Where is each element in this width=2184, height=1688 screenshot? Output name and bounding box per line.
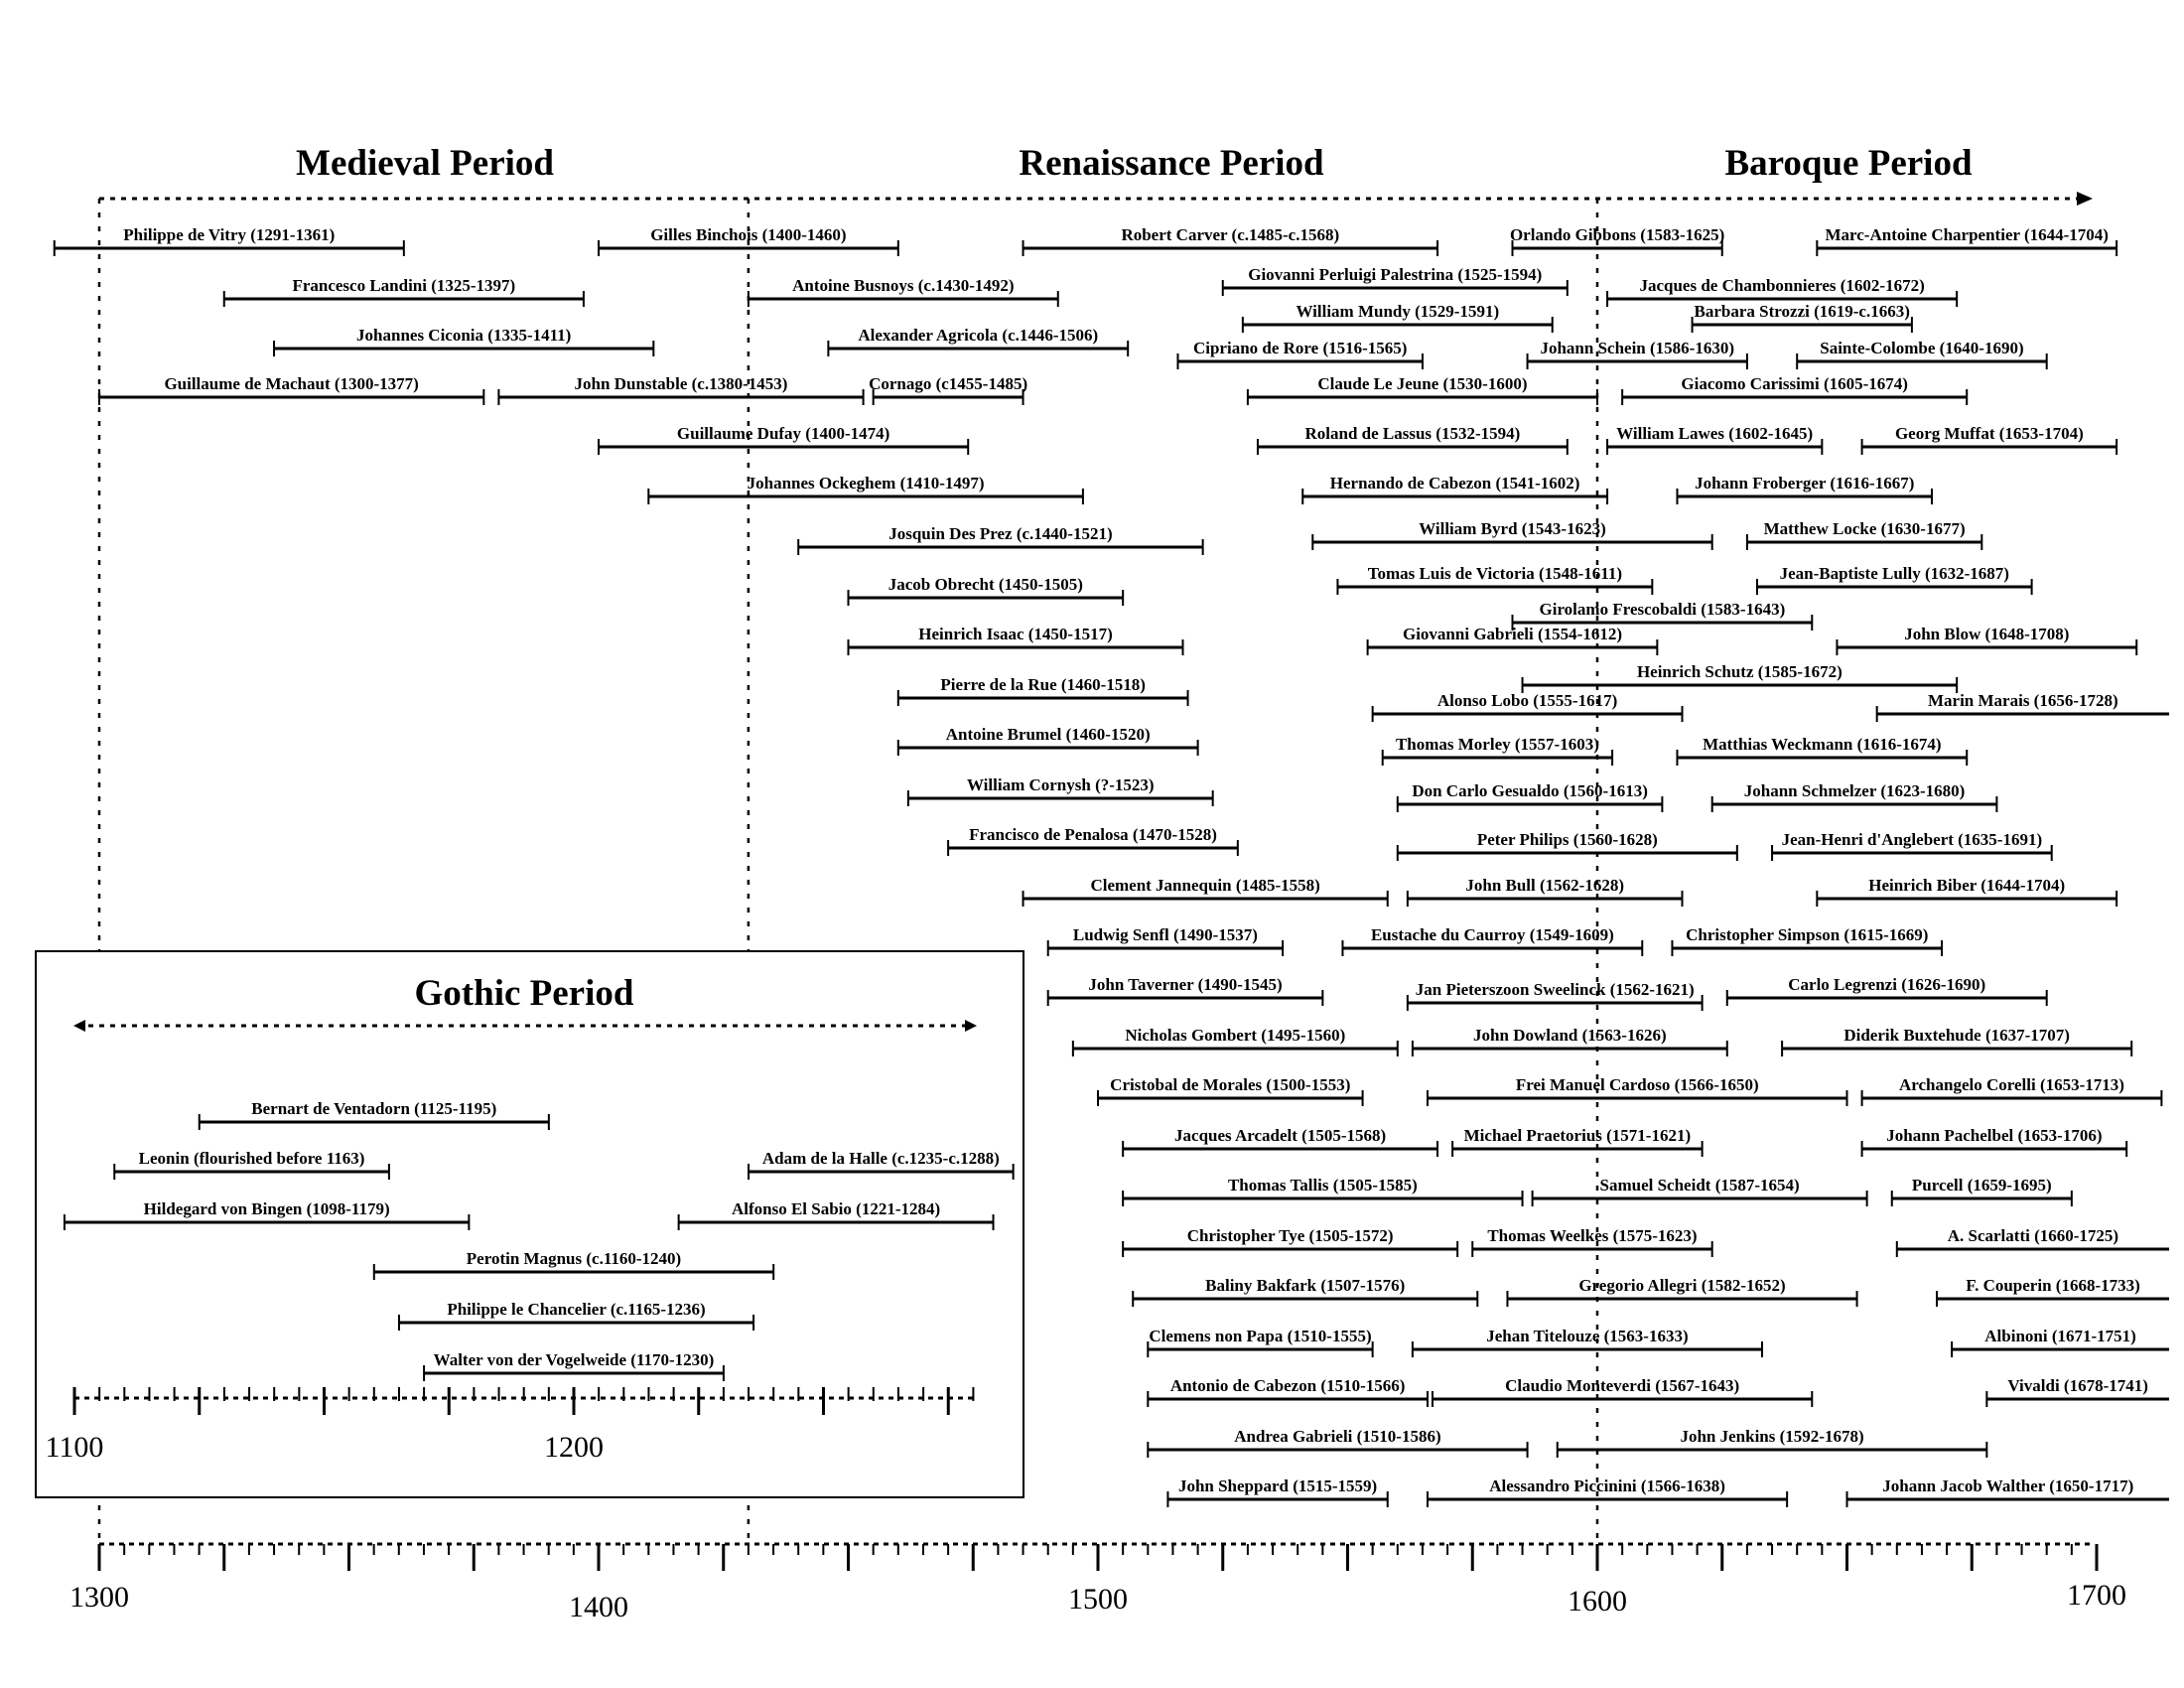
composer-label: Christopher Simpson (1615-1669) [1686, 925, 1929, 944]
composer-label: Barbara Strozzi (1619-c.1663) [1694, 302, 1910, 321]
composer-label: Michael Praetorius (1571-1621) [1463, 1126, 1692, 1145]
composer-label: Heinrich Isaac (1450-1517) [918, 625, 1113, 643]
main-axis-labels [69, 1579, 2126, 1623]
composer-label: Thomas Tallis (1505-1585) [1227, 1176, 1418, 1195]
composer-label: Claudio Monteverdi (1567-1643) [1505, 1376, 1740, 1395]
composer-bar [1672, 925, 1942, 956]
gothic-composer-label: Leonin (flourished before 1163) [138, 1149, 365, 1168]
composer-bar [1622, 374, 1967, 405]
composer-bar [1712, 781, 1997, 812]
composer-bar [1243, 302, 1553, 333]
composer-label: Jan Pieterszoon Sweelinck (1562-1621) [1415, 980, 1695, 999]
composer-bar [1413, 1327, 1762, 1357]
composer-bar [1727, 975, 2047, 1006]
composer-bar [1986, 1376, 2169, 1407]
gothic-composer-label: Hildegard von Bingen (1098-1179) [143, 1199, 390, 1218]
composer-label: John Taverner (1490-1545) [1088, 975, 1283, 994]
composer-label: Roland de Lassus (1532-1594) [1304, 424, 1521, 443]
composer-bar [1677, 474, 1932, 504]
composer-label: Giovanni Gabrieli (1554-1612) [1402, 625, 1622, 643]
main-axis-tick-label: 1300 [69, 1581, 129, 1614]
composer-label: Thomas Morley (1557-1603) [1395, 735, 1599, 754]
composer-label: Gregorio Allegri (1582-1652) [1578, 1276, 1786, 1295]
gothic-inset-box [36, 951, 1024, 1497]
composer-bar [1123, 1176, 1522, 1206]
composer-bar [1148, 1376, 1428, 1407]
composer-label: Johann Schmelzer (1623-1680) [1743, 781, 1966, 800]
composer-bar [1428, 1477, 1787, 1507]
composer-label: Antonio de Cabezon (1510-1566) [1169, 1376, 1406, 1395]
main-axis-tick-label: 1400 [569, 1591, 628, 1623]
composer-bar [1373, 691, 1683, 722]
composer-bar [599, 225, 898, 256]
composer-label: Francisco de Penalosa (1470-1528) [969, 825, 1217, 844]
composer-bar [1937, 1276, 2169, 1307]
composer-label: Georg Muffat (1653-1704) [1894, 424, 2084, 443]
composer-label: Heinrich Schutz (1585-1672) [1636, 662, 1843, 681]
composer-label: Diderik Buxtehude (1637-1707) [1843, 1026, 2070, 1045]
composer-bar [1428, 1075, 1847, 1106]
gothic-composer-label: Bernart de Ventadorn (1125-1195) [251, 1099, 497, 1118]
composer-label: Cipriano de Rore (1516-1565) [1192, 339, 1408, 357]
composer-bar [869, 374, 1027, 405]
composer-bar [1782, 1026, 2131, 1056]
composer-label: Purcell (1659-1695) [1911, 1176, 2052, 1195]
composer-label: Tomas Luis de Victoria (1548-1611) [1367, 564, 1623, 583]
composer-label: Archangelo Corelli (1653-1713) [1899, 1075, 2124, 1094]
composer-bar [1408, 980, 1703, 1011]
composer-bar [1772, 830, 2052, 861]
composer-label: Johann Pachelbel (1653-1706) [1886, 1126, 2103, 1145]
composer-label: Alonso Lobo (1555-1617) [1436, 691, 1618, 710]
composer-label: Jean-Henri d'Anglebert (1635-1691) [1781, 830, 2043, 849]
composer-label: William Lawes (1602-1645) [1616, 424, 1814, 443]
composer-bar [1248, 374, 1597, 405]
composer-label: Guillaume de Machaut (1300-1377) [164, 374, 419, 393]
composer-bar [224, 276, 584, 307]
composer-label: Andrea Gabrieli (1510-1586) [1234, 1427, 1441, 1446]
composer-bar [1123, 1126, 1437, 1157]
composer-bar [948, 825, 1238, 856]
composer-label: Marin Marais (1656-1728) [1927, 691, 2118, 710]
renaissance-period-title: Renaissance Period [1019, 143, 1324, 184]
composer-bar [1398, 781, 1663, 812]
composer-label: Robert Carver (c.1485-c.1568) [1121, 225, 1340, 244]
composer-bar [1607, 424, 1822, 455]
composer-bar [1817, 876, 2116, 907]
composer-bar [1413, 1026, 1727, 1056]
composer-bar [1523, 662, 1958, 693]
composer-bar [798, 524, 1202, 555]
composer-label: Thomas Weelkes (1575-1623) [1487, 1226, 1698, 1245]
composer-bar [849, 575, 1124, 606]
composer-bar [1408, 876, 1683, 907]
composer-label: Girolamo Frescobaldi (1583-1643) [1539, 600, 1786, 619]
gothic-composer-label: Walter von der Vogelweide (1170-1230) [433, 1350, 715, 1369]
composer-bar [898, 725, 1198, 756]
composer-label: Hernando de Cabezon (1541-1602) [1329, 474, 1580, 492]
composer-label: Matthew Locke (1630-1677) [1763, 519, 1966, 538]
composer-label: Albinoni (1671-1751) [1984, 1327, 2136, 1345]
composer-bar [1877, 691, 2169, 722]
composer-bar [1528, 339, 1747, 369]
composer-bar [1073, 1026, 1398, 1056]
composer-bar [749, 276, 1058, 307]
composer-bar [1048, 975, 1323, 1006]
composer-bar [1558, 1427, 1987, 1458]
composer-label: Samuel Scheidt (1587-1654) [1599, 1176, 1800, 1195]
composer-bar [849, 625, 1183, 655]
composer-label: Pierre de la Rue (1460-1518) [940, 675, 1146, 694]
composer-label: Claude Le Jeune (1530-1600) [1317, 374, 1528, 393]
composer-bar [1302, 474, 1607, 504]
composer-bar [1747, 519, 1981, 550]
composer-label: John Blow (1648-1708) [1904, 625, 2070, 643]
composer-bar [1817, 225, 2116, 256]
gothic-composer-label: Adam de la Halle (c.1235-c.1288) [761, 1149, 1000, 1168]
composer-label: Frei Manuel Cardoso (1566-1650) [1515, 1075, 1759, 1094]
composer-bar [1258, 424, 1568, 455]
composer-label: William Cornysh (?-1523) [966, 775, 1155, 794]
gothic-period-title: Gothic Period [414, 973, 634, 1014]
composer-bar [1837, 625, 2136, 655]
composer-label: Johannes Ciconia (1335-1411) [356, 326, 572, 345]
composer-bar [1177, 339, 1422, 369]
composer-label: Heinrich Biber (1644-1704) [1868, 876, 2066, 895]
composer-bar [498, 374, 863, 405]
composer-bar [274, 326, 653, 356]
composer-label: John Dowland (1563-1626) [1473, 1026, 1667, 1045]
composer-bar [1433, 1376, 1812, 1407]
main-axis [69, 1544, 2126, 1623]
composer-label: Alessandro Piccinini (1566-1638) [1489, 1477, 1725, 1495]
composer-label: Jehan Titelouze (1563-1633) [1486, 1327, 1689, 1345]
composer-bar [1533, 1176, 1867, 1206]
composer-bar [1337, 564, 1652, 595]
composer-bar [1167, 1477, 1387, 1507]
composer-bar [648, 474, 1083, 504]
composer-label: Johann Jacob Walther (1650-1717) [1882, 1477, 2134, 1495]
composer-bar [1847, 1477, 2170, 1507]
composer-label: Cristobal de Morales (1500-1553) [1110, 1075, 1351, 1094]
composer-label: Antoine Brumel (1460-1520) [945, 725, 1151, 744]
composer-label: Francesco Landini (1325-1397) [292, 276, 516, 295]
composer-label: Jacques Arcadelt (1505-1568) [1174, 1126, 1387, 1145]
composer-label: Cornago (c1455-1485) [869, 374, 1028, 393]
composer-bar [1123, 1226, 1457, 1257]
composer-label: Ludwig Senfl (1490-1537) [1072, 925, 1258, 944]
composer-bar [908, 775, 1213, 806]
composer-label: Nicholas Gombert (1495-1560) [1125, 1026, 1346, 1045]
composer-label: Johann Froberger (1616-1667) [1695, 474, 1915, 492]
composer-bar [898, 675, 1188, 706]
composer-label: Jacques de Chambonnieres (1602-1672) [1639, 276, 1925, 295]
composer-bar [1892, 1176, 2072, 1206]
composer-label: Gilles Binchois (1400-1460) [650, 225, 847, 244]
main-axis-tick-label: 1600 [1568, 1585, 1627, 1618]
composer-label: Josquin Des Prez (c.1440-1521) [888, 524, 1113, 543]
composer-label: Orlando Gibbons (1583-1625) [1509, 225, 1725, 244]
composer-label: Marc-Antoine Charpentier (1644-1704) [1825, 225, 2109, 244]
composer-label: John Dunstable (c.1380-1453) [574, 374, 788, 393]
composer-bar [1312, 519, 1711, 550]
composer-bar [1507, 1276, 1856, 1307]
composer-label: Matthias Weckmann (1616-1674) [1703, 735, 1942, 754]
composer-label: Johann Schein (1586-1630) [1540, 339, 1735, 357]
composer-bar [599, 424, 968, 455]
medieval-period-title: Medieval Period [296, 143, 554, 184]
composer-bar [1693, 302, 1912, 333]
composer-label: Baliny Bakfark (1507-1576) [1205, 1276, 1406, 1295]
composer-label: Antoine Busnoys (c.1430-1492) [792, 276, 1015, 295]
composer-bar [1133, 1276, 1477, 1307]
composer-label: Sainte-Colombe (1640-1690) [1820, 339, 2024, 357]
main-axis-tick-label: 1700 [2067, 1579, 2126, 1612]
composer-bar [1797, 339, 2047, 369]
composer-bar [1383, 735, 1612, 766]
composer-label: Jacob Obrecht (1450-1505) [887, 575, 1083, 594]
composer-label: Christopher Tye (1505-1572) [1186, 1226, 1394, 1245]
composer-bar [1472, 1226, 1711, 1257]
period-arrowhead [2077, 192, 2093, 206]
composer-label: Giovanni Perluigi Palestrina (1525-1594) [1248, 265, 1543, 284]
composer-label: Peter Philips (1560-1628) [1476, 830, 1658, 849]
composer-bar [1098, 1075, 1363, 1106]
gothic-inset [36, 951, 1024, 1497]
composer-bar [1452, 1126, 1703, 1157]
composer-label: Alexander Agricola (c.1446-1506) [858, 326, 1099, 345]
composer-label: Carlo Legrenzi (1626-1690) [1788, 975, 1986, 994]
composer-label: Philippe de Vitry (1291-1361) [123, 225, 336, 244]
gothic-axis-tick-label: 1100 [45, 1431, 104, 1464]
main-axis-ticks [99, 1544, 2097, 1571]
composer-label: Jean-Baptiste Lully (1632-1687) [1779, 564, 2009, 583]
composer-label: Johannes Ockeghem (1410-1497) [747, 474, 985, 492]
composer-label: Clement Jannequin (1485-1558) [1090, 876, 1320, 895]
composer-bar [99, 374, 483, 405]
composer-bar [1048, 925, 1283, 956]
baroque-period-title: Baroque Period [1724, 143, 1973, 184]
composer-bar [1677, 735, 1967, 766]
composer-bar [1148, 1327, 1372, 1357]
composer-bar [1148, 1427, 1527, 1458]
main-axis-tick-label: 1500 [1068, 1583, 1128, 1616]
composer-bar [1223, 265, 1568, 296]
composer-label: William Mundy (1529-1591) [1296, 302, 1500, 321]
composer-label: John Bull (1562-1628) [1465, 876, 1625, 895]
composer-label: Don Carlo Gesualdo (1560-1613) [1412, 781, 1648, 800]
composer-bar [55, 225, 404, 256]
composer-label: John Sheppard (1515-1559) [1177, 1477, 1378, 1495]
composer-label: A. Scarlatti (1660-1725) [1947, 1226, 2119, 1245]
composer-bar [1757, 564, 2032, 595]
gothic-composer-label: Philippe le Chancelier (c.1165-1236) [447, 1300, 706, 1319]
composer-label: Clemens non Papa (1510-1555) [1149, 1327, 1372, 1345]
composer-bar [1024, 225, 1437, 256]
composer-label: Vivaldi (1678-1741) [2007, 1376, 2148, 1395]
composer-bar [1024, 876, 1388, 907]
gothic-axis-tick-label: 1200 [544, 1431, 604, 1464]
gothic-composer-label: Perotin Magnus (c.1160-1240) [466, 1249, 682, 1268]
composer-bar [828, 326, 1128, 356]
composer-bar [1862, 424, 2117, 455]
composer-bar [1862, 1075, 2162, 1106]
composer-bar [1952, 1327, 2169, 1357]
composer-bar [1897, 1226, 2169, 1257]
composer-label: William Byrd (1543-1623) [1419, 519, 1606, 538]
gothic-composer-label: Alfonso El Sabio (1221-1284) [731, 1199, 941, 1218]
composer-label: Eustache du Caurroy (1549-1609) [1370, 925, 1614, 944]
composer-label: John Jenkins (1592-1678) [1680, 1427, 1864, 1446]
composer-label: Guillaume Dufay (1400-1474) [676, 424, 890, 443]
composer-label: F. Couperin (1668-1733) [1966, 1276, 2140, 1295]
composer-bar [1862, 1126, 2127, 1157]
composer-label: Giacomo Carissimi (1605-1674) [1681, 374, 1908, 393]
composer-bar [1510, 225, 1724, 256]
composer-bar [1398, 830, 1737, 861]
